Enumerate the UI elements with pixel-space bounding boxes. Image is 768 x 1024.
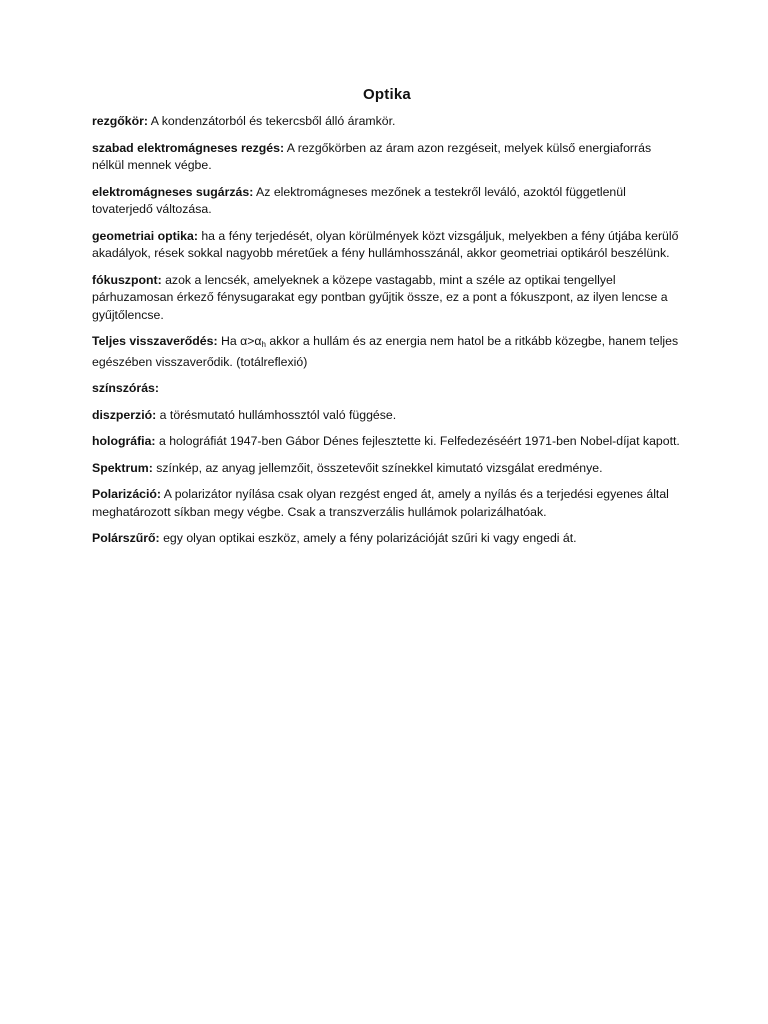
entry-definition: A polarizátor nyílása csak olyan rezgést enged át, amely a nyílás és a terjedési egyenes által meghatározott síkban megy végbe. Csak a transzverzális hullámok polarizálhatóak. xyxy=(92,487,669,519)
entry-rezgokor xyxy=(92,113,682,131)
entry-term: Polarizáció: xyxy=(92,487,162,501)
entry-definition-post: akkor a hullám és az energia nem hatol be a ritkább közegbe, hanem teljes egészében visszaverődik. (totálreflexió) xyxy=(92,334,679,369)
entry-term: elektromágneses sugárzás: xyxy=(92,184,254,199)
entry-spektrum xyxy=(92,460,682,478)
entry-geometriai-optika xyxy=(92,228,682,263)
entry-definition: a törésmutató hullámhossztól való függése. xyxy=(156,407,397,422)
entry-definition: Az elektromágneses mezőnek a testekről leváló, azoktól függetlenül tovaterjedő változása. xyxy=(92,184,626,216)
entry-polarszuro xyxy=(92,530,682,548)
document-page xyxy=(92,86,682,557)
entry-term: holográfia: xyxy=(92,434,156,448)
entry-term: színszórás: xyxy=(92,381,159,395)
entry-fokuszpont xyxy=(92,272,682,325)
entry-definition: egy olyan optikai eszköz, amely a fény polarizációját szűri ki vagy engedi át. xyxy=(159,531,577,545)
entry-em-sugarzas xyxy=(92,184,682,219)
entry-holografia xyxy=(92,433,682,451)
entry-szinszoras xyxy=(92,380,682,398)
entry-term: Polárszűrő: xyxy=(92,531,160,545)
entry-definition: A kondenzátorból és tekercsből álló áramkör. xyxy=(148,114,396,128)
entry-term: diszperzió: xyxy=(92,407,157,422)
entry-definition: ha a fény terjedését, olyan körülmények közt vizsgáljuk, melyekben a fény útjába kerülő akadályok, rések sokkal nagyobb méretűek a fény hullámhosszánál, akkor geometriai optikáról beszélünk. xyxy=(92,228,679,260)
entry-diszperzio xyxy=(92,407,682,425)
entry-szabad-rezges xyxy=(92,140,682,175)
entry-term: Teljes visszaverődés: xyxy=(92,334,218,348)
entry-definition: a holográfiát 1947-ben Gábor Dénes fejlesztette ki. Felfedezéséért 1971-ben Nobel-díjat kapott. xyxy=(155,434,680,448)
subscript-h: h xyxy=(261,340,266,349)
entry-term: szabad elektromágneses rezgés: xyxy=(92,140,285,155)
entry-term: rezgőkör: xyxy=(92,114,149,128)
entry-definition: A rezgőkörben az áram azon rezgéseit, melyek külső energiaforrás nélkül mennek végbe. xyxy=(92,140,652,172)
page-title: Optika xyxy=(363,86,411,103)
entry-definition: színkép, az anyag jellemzőit, összetevőit színekkel kimutató vizsgálat eredménye. xyxy=(152,460,603,475)
entry-term: fókuszpont: xyxy=(92,272,162,287)
entry-definition: azok a lencsék, amelyeknek a közepe vastagabb, mint a széle az optikai tengellyel párhuzamosan érkező fénysugarakat egy pontban gyűjtik össze, ez a pont a fókuszpont, az ilyen lencse a gyűjtőlencse. xyxy=(92,272,668,322)
entry-term: Spektrum: xyxy=(92,460,153,475)
entry-term: geometriai optika: xyxy=(92,228,198,243)
entry-polarizacio xyxy=(92,486,682,521)
entry-teljes-visszaverodes xyxy=(92,333,682,371)
entry-definition-pre: Ha α>α xyxy=(217,334,262,348)
